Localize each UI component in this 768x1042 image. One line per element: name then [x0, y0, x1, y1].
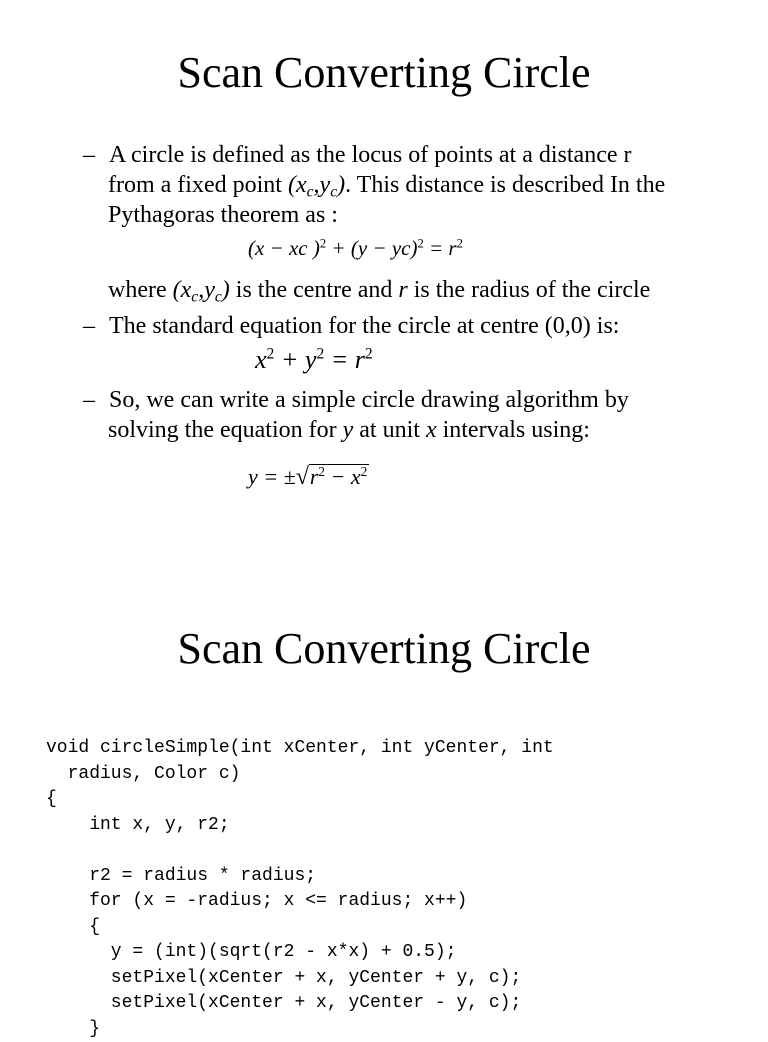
variable-y: y [342, 417, 354, 443]
code-line: radius, Color c) [46, 763, 241, 784]
bullet-1-line-1: A circle is defined as the locus of points at a distance r [109, 142, 632, 168]
text-segment: where [108, 277, 173, 303]
equation-pythagoras [248, 234, 463, 262]
code-line: y = (int)(sqrt(r2 - x*x) + 0.5); [46, 942, 457, 962]
code-line: setPixel(xCenter + x, yCenter + y, c); [46, 967, 522, 988]
text-segment: is the radius of the circle [407, 277, 651, 303]
slide-2-title: Scan Converting Circle [177, 624, 591, 673]
text-segment: . This distance is described In the [345, 172, 666, 198]
eq-term: = r [423, 236, 457, 260]
eq-exponent: 2 [360, 464, 368, 480]
eq-term: + (y − yc) [326, 236, 418, 260]
sqrt-expression [296, 462, 370, 492]
code-line: void circleSimple(int xCenter, int yCenter, int [46, 738, 554, 758]
center-point [172, 277, 230, 306]
text-segment: at unit [353, 417, 426, 443]
code-line: setPixel(xCenter + x, yCenter - y, c); [46, 993, 522, 1013]
text-segment: from a fixed point [108, 172, 288, 198]
eq-term: (x − xc ) [248, 236, 320, 260]
code-line: r2 = radius * radius; [46, 865, 317, 886]
code-line: { [46, 789, 57, 809]
eq-exponent: 2 [417, 236, 424, 251]
bullet-1-line-2 [108, 170, 665, 200]
sqrt-body [309, 464, 369, 488]
center-point [287, 172, 346, 201]
slide-2 [0, 560, 768, 1039]
eq-term: x [255, 345, 267, 374]
where-line [108, 275, 650, 305]
code-line: for (x = -radius; x <= radius; x++) [46, 891, 468, 911]
subscript: c [330, 183, 338, 201]
code-line: { [46, 916, 101, 937]
eq-exponent: 2 [316, 345, 325, 363]
equation-standard-circle [255, 344, 373, 376]
variable-x: x [425, 417, 437, 443]
subscript: c [191, 288, 199, 306]
bullet-3-line-2 [108, 415, 590, 445]
subscript: c [306, 183, 314, 201]
bullet-3-line-1: So, we can write a simple circle drawing algorithm by [109, 387, 629, 413]
eq-exponent: 2 [456, 236, 463, 251]
eq-term: r [309, 464, 319, 489]
radius-symbol: r [398, 277, 408, 303]
bullet-2-line-1: The standard equation for the circle at centre (0,0) is: [109, 313, 620, 339]
eq-term: − x [325, 464, 361, 489]
slide-1-title: Scan Converting Circle [177, 48, 591, 97]
text-segment: ,y [198, 277, 215, 303]
code-line: int x, y, r2; [46, 814, 230, 835]
eq-exponent: 2 [319, 236, 327, 251]
text-segment: (x [287, 172, 307, 198]
text-segment: is the centre and [229, 277, 399, 303]
bullet-dash: – [83, 142, 95, 168]
code-block [46, 736, 554, 1042]
code-line: } [46, 1018, 101, 1039]
bullet-1-line-3: Pythagoras theorem as : [108, 202, 338, 228]
eq-term: y = ± [248, 464, 296, 489]
eq-exponent: 2 [318, 464, 326, 480]
sqrt-sign: √ [295, 464, 309, 490]
text-segment: intervals using: [436, 417, 590, 443]
text-segment: ,y [313, 172, 331, 198]
eq-term: + y [274, 345, 317, 374]
text-segment: ) [337, 172, 346, 198]
eq-term: = r [324, 345, 365, 374]
bullet-dash: – [83, 313, 95, 339]
eq-exponent: 2 [266, 345, 275, 363]
subscript: c [214, 288, 222, 306]
text-segment: (x [172, 277, 192, 303]
text-segment: solving the equation for [108, 417, 343, 443]
text-segment: ) [221, 277, 230, 303]
eq-exponent: 2 [364, 345, 373, 363]
bullet-dash: – [83, 387, 95, 413]
equation-solve-y [248, 462, 369, 492]
